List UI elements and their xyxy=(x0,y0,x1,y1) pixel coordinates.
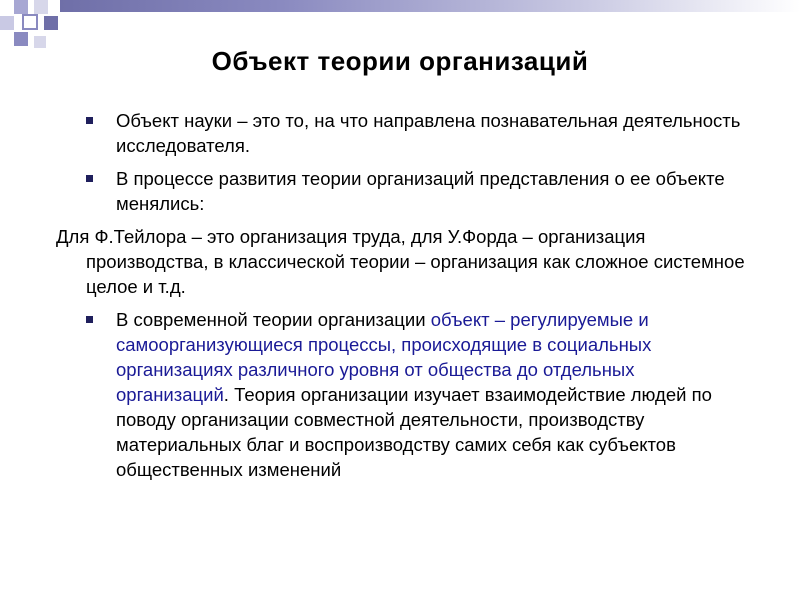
bullet-text: Объект науки – это то, на что направлена познавательная деятельность исследователя. xyxy=(116,110,741,156)
bullet-item xyxy=(86,307,746,482)
deco-square xyxy=(34,0,48,14)
square-bullet-icon xyxy=(86,117,93,124)
bullet-text-suffix: . Теория организации изучает взаимодействие людей по поводу организации совместной деятельности, производству материальных благ и воспроизводству самих себя как субъектов общественных изменений xyxy=(116,384,712,480)
paragraph-text: Для Ф.Тейлора – это организация труда, для У.Форда – организация производства, в классической теории – организация как сложное системное целое и т.д. xyxy=(56,226,745,297)
highlighted-definition: объект – регулируемые и самоорганизующиеся процессы, происходящие в социальных организациях различного уровня от общества до отдельных организаций xyxy=(116,309,652,405)
deco-square xyxy=(22,14,38,30)
deco-square xyxy=(0,16,14,30)
bullet-item xyxy=(86,108,746,158)
deco-square xyxy=(44,16,58,30)
slide-body xyxy=(56,108,746,490)
plain-paragraph xyxy=(56,224,746,299)
bullet-item xyxy=(86,166,746,216)
square-bullet-icon xyxy=(86,175,93,182)
deco-square xyxy=(14,32,28,46)
header-gradient-band xyxy=(60,0,800,12)
bullet-text-prefix: В современной теории организации xyxy=(116,309,431,330)
bullet-text: В процессе развития теории организаций представления о ее объекте менялись: xyxy=(116,168,725,214)
square-bullet-icon xyxy=(86,316,93,323)
slide-title: Объект теории организаций xyxy=(211,46,589,76)
deco-square xyxy=(14,0,28,14)
